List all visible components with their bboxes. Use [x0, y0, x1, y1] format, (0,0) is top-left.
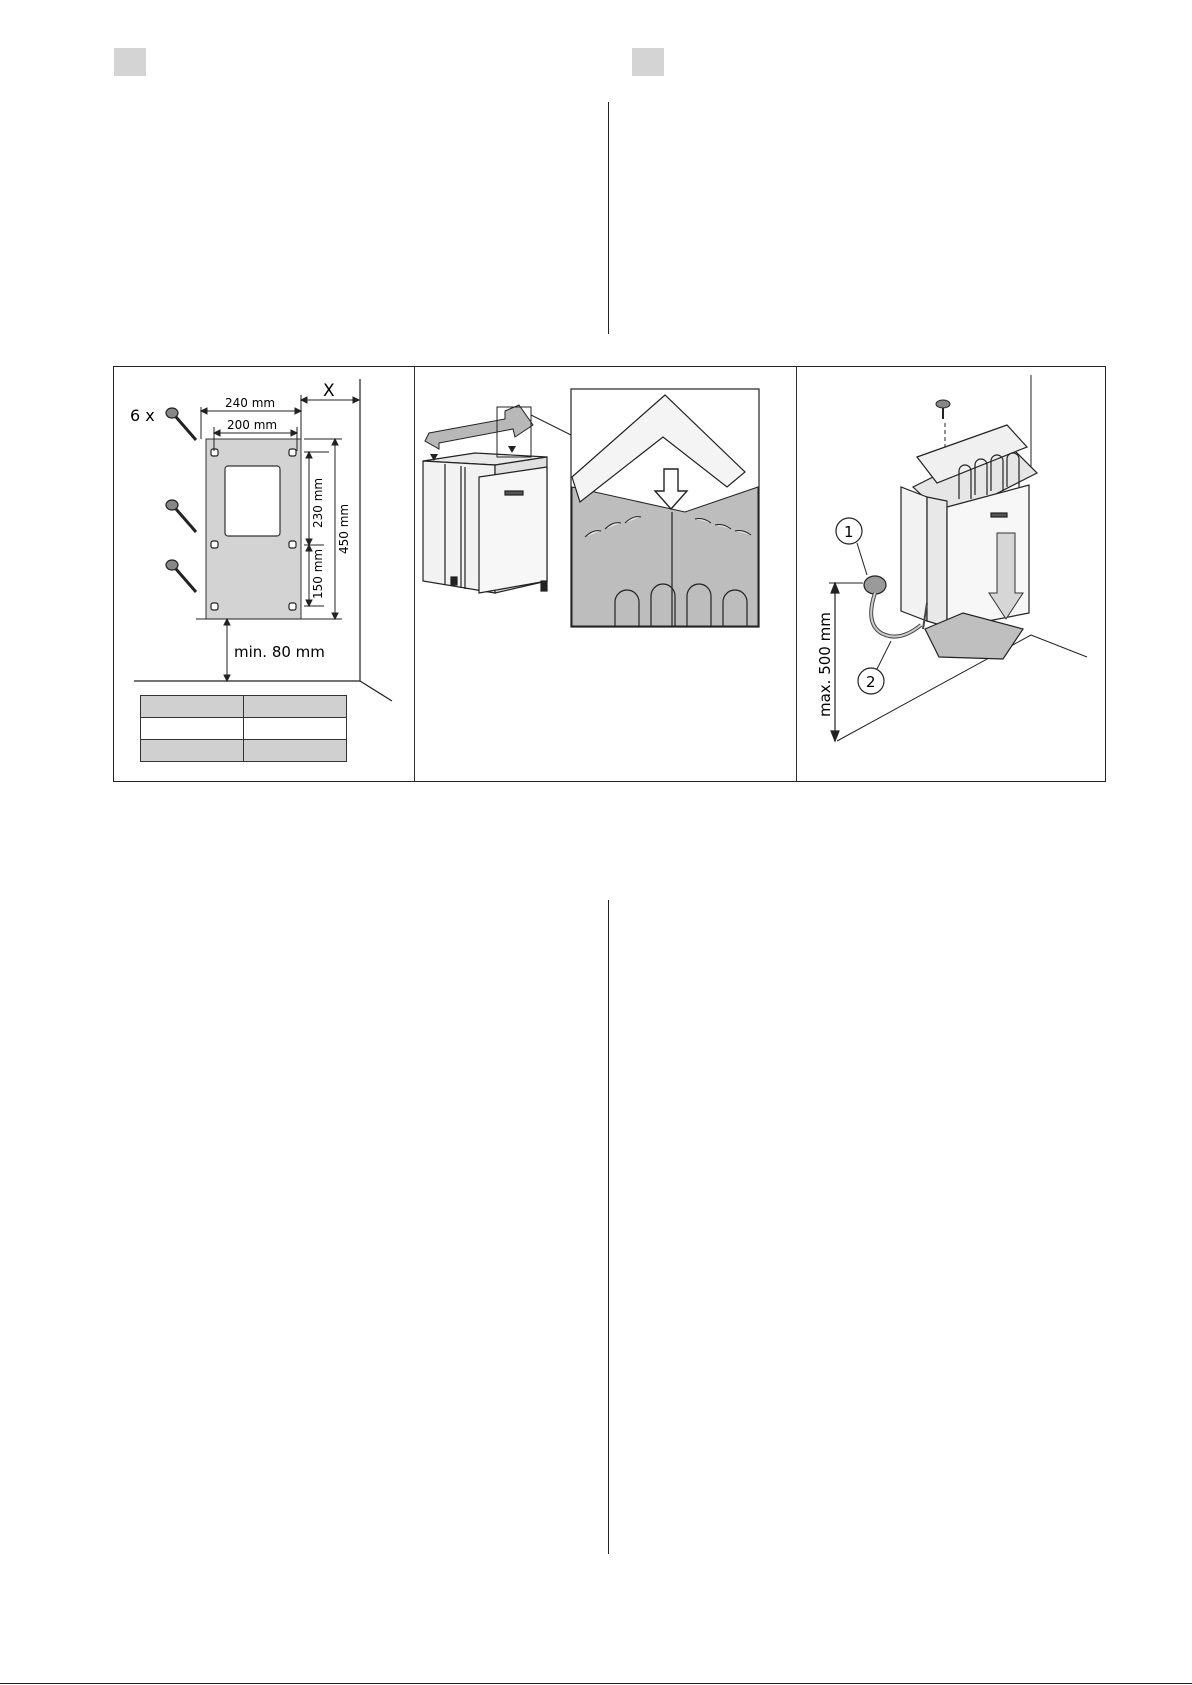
table-row [141, 740, 347, 762]
table-cell [141, 696, 244, 718]
page-footer-rule [0, 1683, 1192, 1684]
distance-table [140, 695, 347, 762]
cable-connection-drawing [797, 367, 1105, 781]
junction-box [864, 576, 886, 594]
detail-view [571, 389, 759, 627]
total-height-label: 450 mm [337, 503, 351, 554]
table-row [141, 718, 347, 740]
column-divider-top [608, 102, 609, 334]
section-marker-right [632, 48, 664, 76]
screw-count-label: 6 x [130, 406, 155, 425]
heater-body [423, 453, 547, 593]
table-cell [244, 718, 347, 740]
installation-figure [113, 366, 1106, 782]
outer-width-label: 240 mm [225, 396, 276, 410]
max-height-label: max. 500 mm [816, 612, 834, 717]
plate-cutout [225, 466, 280, 536]
panel-wall-mounting [114, 367, 414, 781]
table-cell [244, 696, 347, 718]
inner-width-label: 200 mm [227, 418, 278, 432]
bracket-arrow-icon [425, 405, 533, 449]
heater-attach-drawing [415, 367, 796, 781]
table-cell [244, 740, 347, 762]
section-marker-left [114, 48, 146, 76]
table-cell [141, 718, 244, 740]
table-row [141, 696, 347, 718]
callout-1: 1 [844, 523, 854, 541]
wall-distance-label: X [323, 381, 335, 401]
callout-2: 2 [866, 673, 876, 691]
upper-spacing-label: 230 mm [311, 477, 325, 528]
floor-clearance-label: min. 80 mm [234, 643, 325, 661]
table-cell [141, 740, 244, 762]
panel-cable-connection [797, 367, 1105, 781]
panel-heater-attach [415, 367, 796, 781]
screw-icon [166, 408, 196, 592]
lower-spacing-label: 150 mm [311, 548, 325, 599]
column-divider-bottom [608, 900, 609, 1554]
